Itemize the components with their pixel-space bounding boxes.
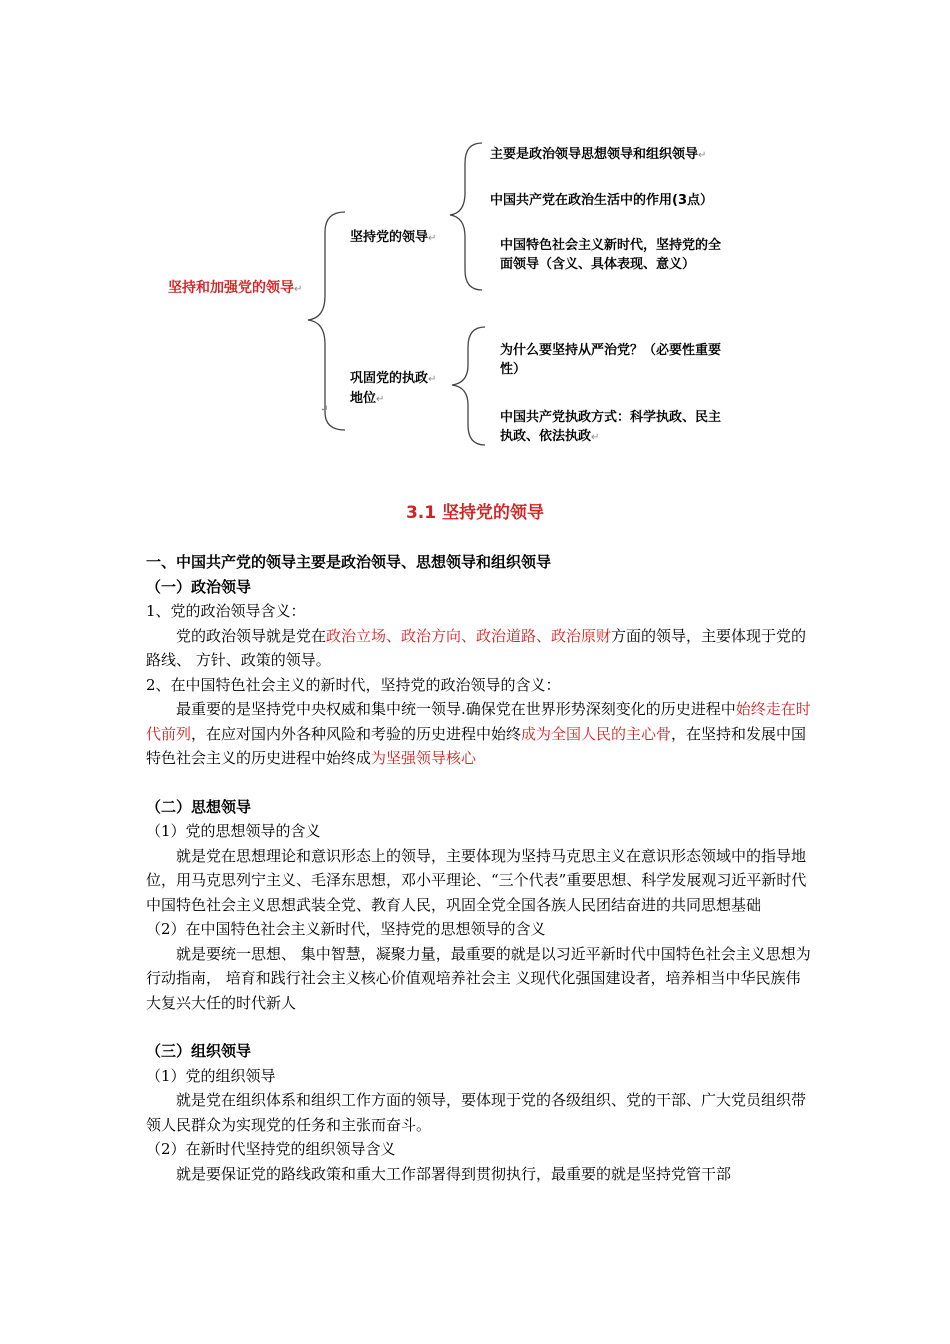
- political-question-2: 2、在中国特色社会主义的新时代，坚持党的政治领导的含义：: [146, 675, 561, 694]
- text-run: ，在应对国内外各种风险和考验的历史进程中始终: [191, 724, 522, 743]
- highlight-run: 政治立场、政治方向、政治道路、政治原财: [326, 626, 612, 645]
- organizational-answer-2: 就是要保证党的路线政策和重大工作部署得到贯彻执行，最重要的就是坚持党管干部: [176, 1164, 732, 1183]
- section-title: 3.1 坚持党的领导: [405, 503, 545, 523]
- ideological-answer-2: 就是要统一思想、 集中智慧，凝聚力量，最重要的就是以习近平新时代中国特色社会主义思想为行动指南， 培育和践行社会主义核心价值观培养社会主 义现代化强国建设者，培养相当中华民族伟大复兴大任的时代新人: [146, 944, 811, 1012]
- branch1-item-2-text: 中国共产党在政治生活中的作用(3点）: [490, 193, 713, 208]
- paragraph-mark: ↵: [294, 284, 303, 295]
- spacer: [146, 1015, 814, 1039]
- paragraph-mark: ↵: [698, 150, 707, 161]
- branch2-item-1-line2: 性）: [500, 362, 527, 377]
- ideological-question-1: （1）党的思想领导的含义: [146, 822, 321, 840]
- branch2-item-2-line1: 中国共产党执政方式：科学执政、民主: [500, 410, 722, 425]
- diagram-branch2: [350, 369, 436, 409]
- highlight-run: 始终走在时代前列: [146, 700, 811, 743]
- branch2-item-2-line2: 执政、依法执政: [500, 429, 592, 444]
- branch1-item-3: [500, 236, 721, 274]
- political-question-1: 1、党的政治领导含义：: [146, 602, 306, 620]
- document-body: [146, 550, 814, 1186]
- organizational-answer-1: 就是党在组织体系和组织工作方面的领导，要体现于党的各级组织、党的干部、广大党员组织带领人民群众为实现党的任务和主张而奋斗。: [146, 1091, 807, 1134]
- subsection-organizational-title: （三）组织领导: [146, 1042, 252, 1060]
- branch1-item-1-text: 主要是政治领导思想领导和组织领导: [490, 147, 699, 162]
- text-run: ，在坚持和发展中国特色社会主义的历史进程中始终成: [146, 724, 807, 767]
- mind-map-braces: [0, 0, 950, 480]
- branch1-brace: [450, 143, 482, 290]
- paragraph-mark-standalone: ↵: [320, 404, 329, 415]
- diagram-root-label: 坚持和加强党的领导: [168, 280, 294, 296]
- text-run: 最重要的是坚持党中央权威和集中统一领导.确保党在世界形势深刻变化的历史进程中: [176, 700, 736, 718]
- subsection-political-title: （一）政治领导: [146, 577, 252, 596]
- branch1-item-2: [490, 191, 713, 210]
- spacer: [146, 771, 814, 795]
- branch2-label-line2: 地位: [350, 391, 377, 406]
- branch1-item-3-line1: 中国特色社会主义新时代，坚持党的全: [500, 238, 722, 253]
- highlight-run: 成为全国人民的主心骨: [521, 724, 672, 743]
- political-answer-2: [146, 697, 814, 771]
- diagram-root: [168, 279, 302, 299]
- text-run: 方面的领导，主要体现于党的路线、 方针、政策的领导。: [146, 626, 807, 669]
- root-brace: [308, 212, 345, 430]
- paragraph-mark: ↵: [428, 233, 437, 244]
- branch1-item-3-line2: 面领导（含义、具体表现、意义）: [500, 257, 696, 272]
- branch2-label-line1: 巩固党的执政: [350, 371, 429, 386]
- branch2-item-1: [500, 341, 721, 379]
- heading-1: 一、中国共产党的领导主要是政治领导、思想领导和组织领导: [146, 553, 552, 571]
- paragraph-mark: ↵: [376, 394, 385, 405]
- ideological-answer-1: 就是党在思想理论和意识形态上的领导，主要体现为坚持马克思主义在意识形态领域中的指导地位，用马克思列宁主义、毛泽东思想，邓小平理论、“三个代表”重要思想、科学发展观习近平新时代中国特色社会主义思想武装全党、教育人民，巩固全党全国各族人民团结奋进的共同思想基础: [146, 846, 807, 914]
- political-answer-1: [146, 624, 814, 673]
- branch2-item-1-line1: 为什么要坚持从严治党？（必要性重要: [500, 343, 722, 358]
- branch2-brace: [452, 327, 485, 445]
- paragraph-mark: ↵: [591, 432, 600, 443]
- highlight-run: 为坚强领导核心: [371, 749, 477, 767]
- ideological-question-2: （2）在中国特色社会主义新时代，坚持党的思想领导的含义: [146, 920, 546, 938]
- paragraph-mark: ↵: [428, 374, 437, 385]
- branch1-label: 坚持党的领导: [350, 230, 429, 245]
- branch2-item-2: [500, 408, 721, 447]
- diagram-branch1: [350, 228, 436, 248]
- organizational-question-2: （2）在新时代坚持党的组织领导含义: [146, 1140, 396, 1158]
- text-run: 党的政治领导就是党在: [176, 626, 327, 645]
- subsection-ideological-title: （二）思想领导: [146, 797, 252, 816]
- organizational-question-1: （1）党的组织领导: [146, 1066, 276, 1085]
- branch1-item-1: [490, 145, 706, 165]
